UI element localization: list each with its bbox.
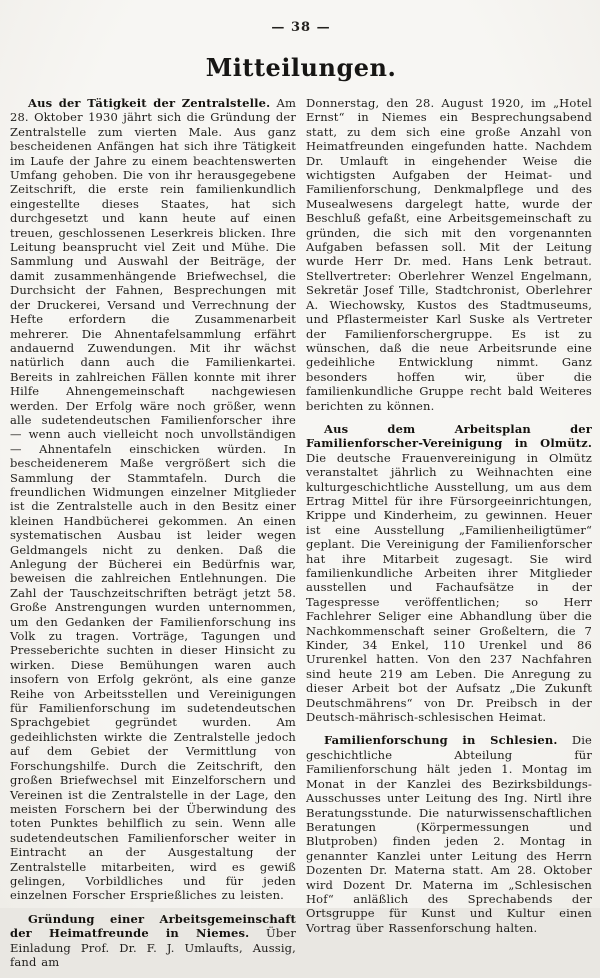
paragraph-body: Die geschichtliche Abteilung für Familienforschung hält jeden 1. Montag im Monat in der Kanzlei des Bezirksbildungs-Ausschusses unter Leitung des Ing. Nirtl ihre Beratungsstunde. Die naturwissenschaftlichen Beratungen (Körpermessungen und Blutproben) finden jeden 2. Montag in genannter Kanzlei unter Leitung des Herrn Dozenten Dr. Materna statt. Am 28. Oktober wird Dozent Dr. Materna im „Schlesischen Hof“ anläßlich des Sprechabends der Ortsgruppe für Kunst und Kultur einen Vortrag über Rassenforschung halten. (306, 733, 592, 935)
paragraph (10, 912, 296, 970)
page-title: Mitteilungen. (205, 53, 397, 82)
paragraph (10, 96, 296, 903)
paragraph-heading: Gründung einer Arbeitsgemeinschaft der Heimatfreunde in Niemes. (10, 911, 296, 941)
paragraph-heading: Aus der Tätigkeit der Zentralstelle. (28, 96, 271, 110)
page-number: — 38 — (271, 20, 331, 35)
paragraph-heading: Aus dem Arbeitsplan der Familienforscher-Vereinigung in Olmütz. (306, 421, 592, 451)
paragraph-heading: Familienforschung in Schlesien. (324, 733, 558, 748)
two-column-text (10, 96, 592, 978)
left-column (10, 96, 296, 978)
right-column (306, 96, 592, 978)
paragraph (306, 733, 592, 935)
paragraph-body: Donnerstag, den 28. August 1920, im „Hotel Ernst“ in Niemes ein Besprechungsabend statt, zu dem sich eine große Anzahl von Heimatfreunden eingefunden hatte. Nachdem Dr. Umlauft in eingehender Weise die wichtigsten Aufgaben der Heimat- und Familienforschung, Denkmalpflege und des Musealwesens dargelegt hatte, wurde der Beschluß gefaßt, eine Arbeitsgemeinschaft zu gründen, die sich mit den vorgenannten Aufgaben befassen soll. Mit der Leitung wurde Herr Dr. med. Hans Lenk betraut. Stellvertreter: Oberlehrer Wenzel Engelmann, Sekretär Josef Tille, Stadtchronist, Oberlehrer A. Wiechowsky, Kustos des Stadtmuseums, und Pflastermeister Karl Suske als Vertreter der Familienforschergruppe. Es ist zu wünschen, daß die neue Arbeitsrunde eine gedeihliche Entwicklung nimmt. Ganz besonders hoffen wir, über die familienkundliche Gruppe recht bald Weiteres berichten zu können. (306, 96, 592, 413)
paragraph-body: Über Einladung Prof. Dr. F. J. Umlaufts, Aussig, fand am (10, 926, 296, 969)
paragraph-body: Am 28. Oktober 1930 jährt sich die Gründung der Zentralstelle zum vierten Male. Aus ganz bescheidenen Anfängen hat sich ihre Tätigkeit im Laufe der Jahre zu einem beachtenswerten Umfang gehoben. Die von ihr herausgegebene Zeitschrift, die erste rein familienkundlich eingestellte dieses Staates, hat sich durchgesetzt und kann heute auf einen treuen, geschlossenen Leserkreis blicken. Ihre Leitung beansprucht viel Zeit und Mühe. Die Sammlung und Auswahl der Beiträge, der damit zusammenhängende Briefwechsel, die Durchsicht der Fahnen, Besprechungen mit der Druckerei, Versand und Verrechnung der Hefte erfordern die Zusammenarbeit mehrerer. Die Ahnentafelsammlung erfährt andauernd Zuwendungen. Mit ihr wächst natürlich dann auch die Familienkartei. Bereits in zahlreichen Fällen konnte mit ihrer Hilfe Ahnengemeinschaft nachgewiesen werden. Der Erfolg wäre noch größer, wenn alle sudetendeutschen Familienforscher ihre — wenn auch vielleicht noch unvollständigen — Ahnentafeln einschicken würden. In bescheidenerem Maße vergrößert sich die Sammlung der Stammtafeln. Durch die freundlichen Widmungen einzelner Mitglieder ist die Zentralstelle auch in den Besitz einer kleinen Handbücherei gekommen. An einen systematischen Ausbau ist leider wegen Geldmangels nicht zu denken. Daß die Anlegung der Bücherei ein Bedürfnis war, beweisen die zahlreichen Entlehnungen. Die Zahl der Tauschzeitschriften beträgt jetzt 58. Große Anstrengungen wurden unternommen, um den Gedanken der Familienforschung ins Volk zu tragen. Vorträge, Tagungen und Presseberichte suchten in dieser Hinsicht zu wirken. Diese Bemühungen waren auch insofern von Erfolg gekrönt, als eine ganze Reihe von Arbeitsstellen und Vereinigungen für Familienforschung im sudetendeutschen Sprachgebiet gegründet wurden. Am gedeihlichsten wirkte die Zentralstelle jedoch auf dem Gebiet der Vermittlung von Forschungshilfe. Durch die Zeitschrift, den großen Briefwechsel mit Einzelforschern und Vereinen ist die Zentralstelle in der Lage, den meisten Forschern bei der Überwindung des toten Punktes behilflich zu sein. Wenn alle sudetendeutschen Familienforscher weiter in Eintracht an der Ausgestaltung der Zentralstelle mitarbeiten, wird es gewiß gelingen, Vorbildliches und für jeden einzelnen Forscher Ersprießliches zu leisten. (10, 96, 296, 903)
paragraph (306, 422, 592, 725)
paragraph-body: Die deutsche Frauenvereinigung in Olmütz veranstaltet jährlich zu Weihnachten eine kulturgeschichtliche Ausstellung, um aus dem Ertrag Mittel für ihre Fürsorgeeinrichtungen, Krippe und Kinderheim, zu gewinnen. Heuer ist eine Ausstellung „Familienheiligtümer“ geplant. Die Vereinigung der Familienforscher hat ihre Mitarbeit zugesagt. Sie wird familienkundliche Arbeiten ihrer Mitglieder ausstellen und Fachaufsätze in der Tagespresse veröffentlichen; so Herr Fachlehrer Seliger eine Abhandlung über die Nachkommenschaft seiner Großeltern, die 7 Kinder, 34 Enkel, 110 Urenkel und 86 Ururenkel hatten. Von den 237 Nachfahren sind heute 219 am Leben. Die Anregung zu dieser Arbeit bot der Aufsatz „Die Zukunft Deutschmährens“ von Dr. Preibsch in der Deutsch-mährisch-schlesischen Heimat. (306, 450, 592, 725)
paragraph (306, 96, 592, 413)
